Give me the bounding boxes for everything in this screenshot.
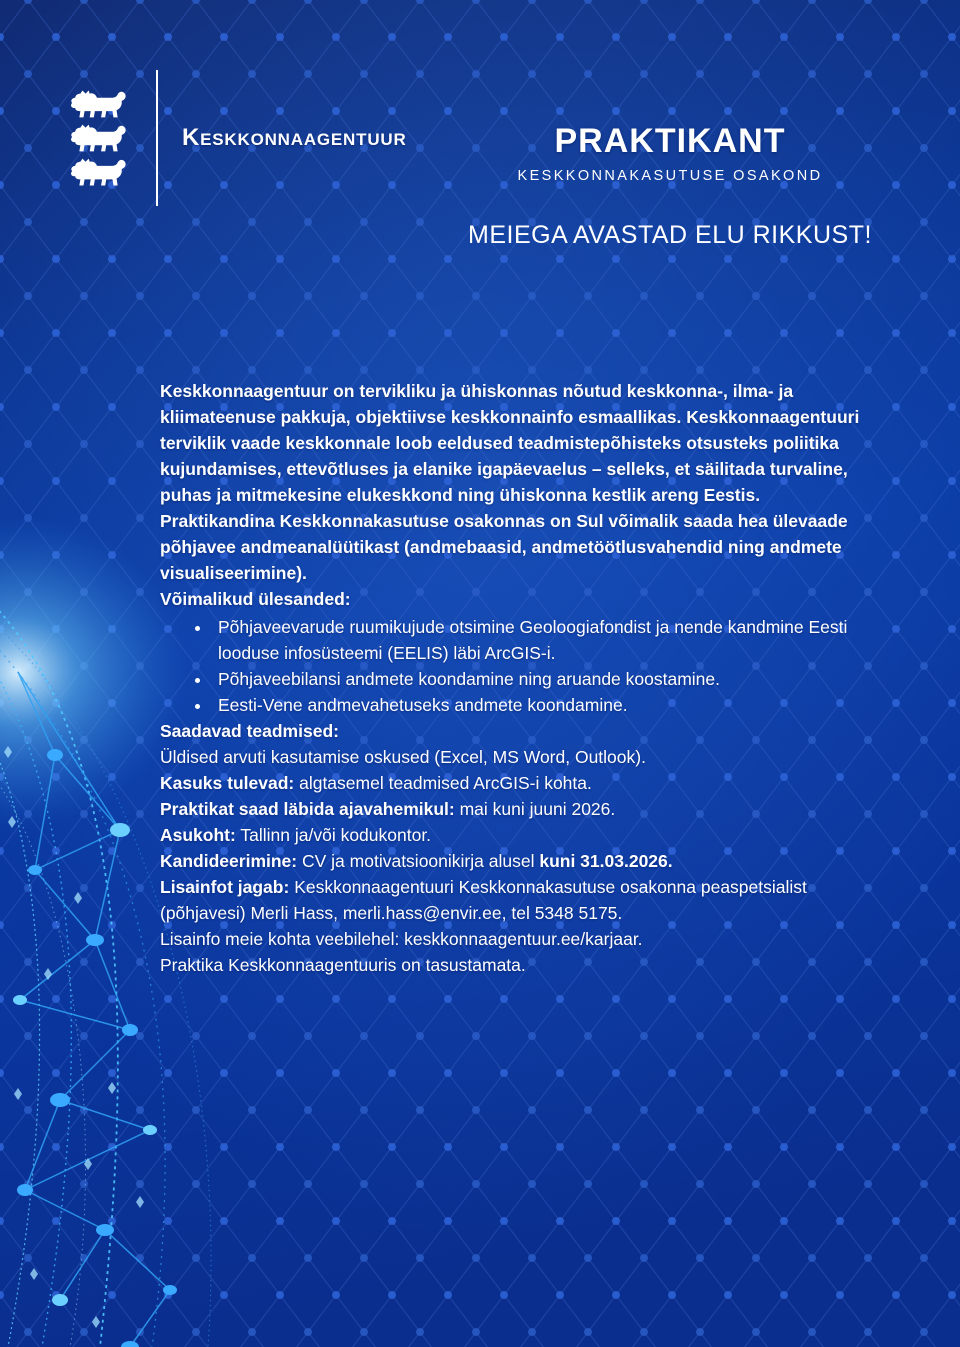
application-text: CV ja motivatsioonikirja alusel xyxy=(302,851,535,871)
period-line xyxy=(160,796,874,822)
application-label: Kandideerimine: xyxy=(160,851,298,871)
department-subtitle: KESKKONNAKASUTUSE OSAKOND xyxy=(517,168,823,184)
tasks-list xyxy=(160,614,874,718)
period-label: Praktikat saad läbida ajavahemikul: xyxy=(160,799,455,819)
period-text: mai kuni juuni 2026. xyxy=(459,799,616,819)
overview-paragraph: Praktikandina Keskkonnakasutuse osakonnas on Sul võimalik saada hea ülevaade põhjavee andmeanalüütikast (andmebaasid, andmetöötlusvahendid ning andmete visualiseerimine). xyxy=(160,511,848,583)
website-line: Lisainfo meie kohta veebilehel: keskkonnaagentuur.ee/karjaar. xyxy=(160,929,643,949)
logo-divider xyxy=(156,70,158,206)
estonian-coat-of-arms-icon xyxy=(68,86,130,190)
location-label: Asukoht: xyxy=(160,825,236,845)
knowledge-heading: Saadavad teadmised: xyxy=(160,721,339,741)
task-item: • Põhjaveebilansi andmete koondamine ning aruande koostamine. xyxy=(212,666,874,692)
location-text: Tallinn ja/või kodukontor. xyxy=(240,825,432,845)
agency-name: Keskkonnaagentuur xyxy=(182,124,407,151)
contact-label: Lisainfot jagab: xyxy=(160,877,290,897)
useful-label: Kasuks tulevad: xyxy=(160,773,295,793)
application-deadline: kuni 31.03.2026. xyxy=(539,851,673,871)
agency-logo xyxy=(68,70,407,206)
location-line xyxy=(160,822,874,848)
task-item: • Põhjaveevarude ruumikujude otsimine Geoloogiafondist ja nende kandmine Eesti looduse infosüsteemi (EELIS) läbi ArcGIS-i. xyxy=(212,614,874,666)
poster-title: PRAKTIKANT xyxy=(554,122,786,160)
title-block xyxy=(450,122,890,250)
task-item: • Eesti-Vene andmevahetuseks andmete koondamine. xyxy=(212,692,874,718)
intro-paragraph: Keskkonnaagentuur on tervikliku ja ühiskonnas nõutud keskkonna-, ilma- ja kliimateenuse pakkuja, objektiivse keskkonnainfo esmaallikas. Keskkonnaagentuuri terviklik vaade keskkonnale loob eeldused teadmistepõhisteks otsusteks poliitika kujundamises, ettevõtluses ja elanike igapäevaelus – selleks, et säilitada turvaline, puhas ja mitmekesine elukeskkond ning ühiskonna kestlik areng Eestis. xyxy=(160,381,860,505)
useful-text: algtasemel teadmised ArcGIS-i kohta. xyxy=(299,773,592,793)
tagline: MEIEGA AVASTAD ELU RIKKUST! xyxy=(468,221,872,249)
knowledge-text: Üldised arvuti kasutamise oskused (Excel, MS Word, Outlook). xyxy=(160,747,646,767)
application-line xyxy=(160,848,874,874)
contact-line xyxy=(160,874,874,926)
body-content xyxy=(160,378,874,978)
unpaid-note: Praktika Keskkonnaagentuuris on tasustamata. xyxy=(160,955,526,975)
contact-text: Keskkonnaagentuuri Keskkonnakasutuse osakonna peaspetsialist (põhjavesi) Merli Hass, merli.hass@envir.ee, tel 5348 5175. xyxy=(160,877,807,923)
tasks-heading: Võimalikud ülesanded: xyxy=(160,589,351,609)
useful-line xyxy=(160,770,874,796)
